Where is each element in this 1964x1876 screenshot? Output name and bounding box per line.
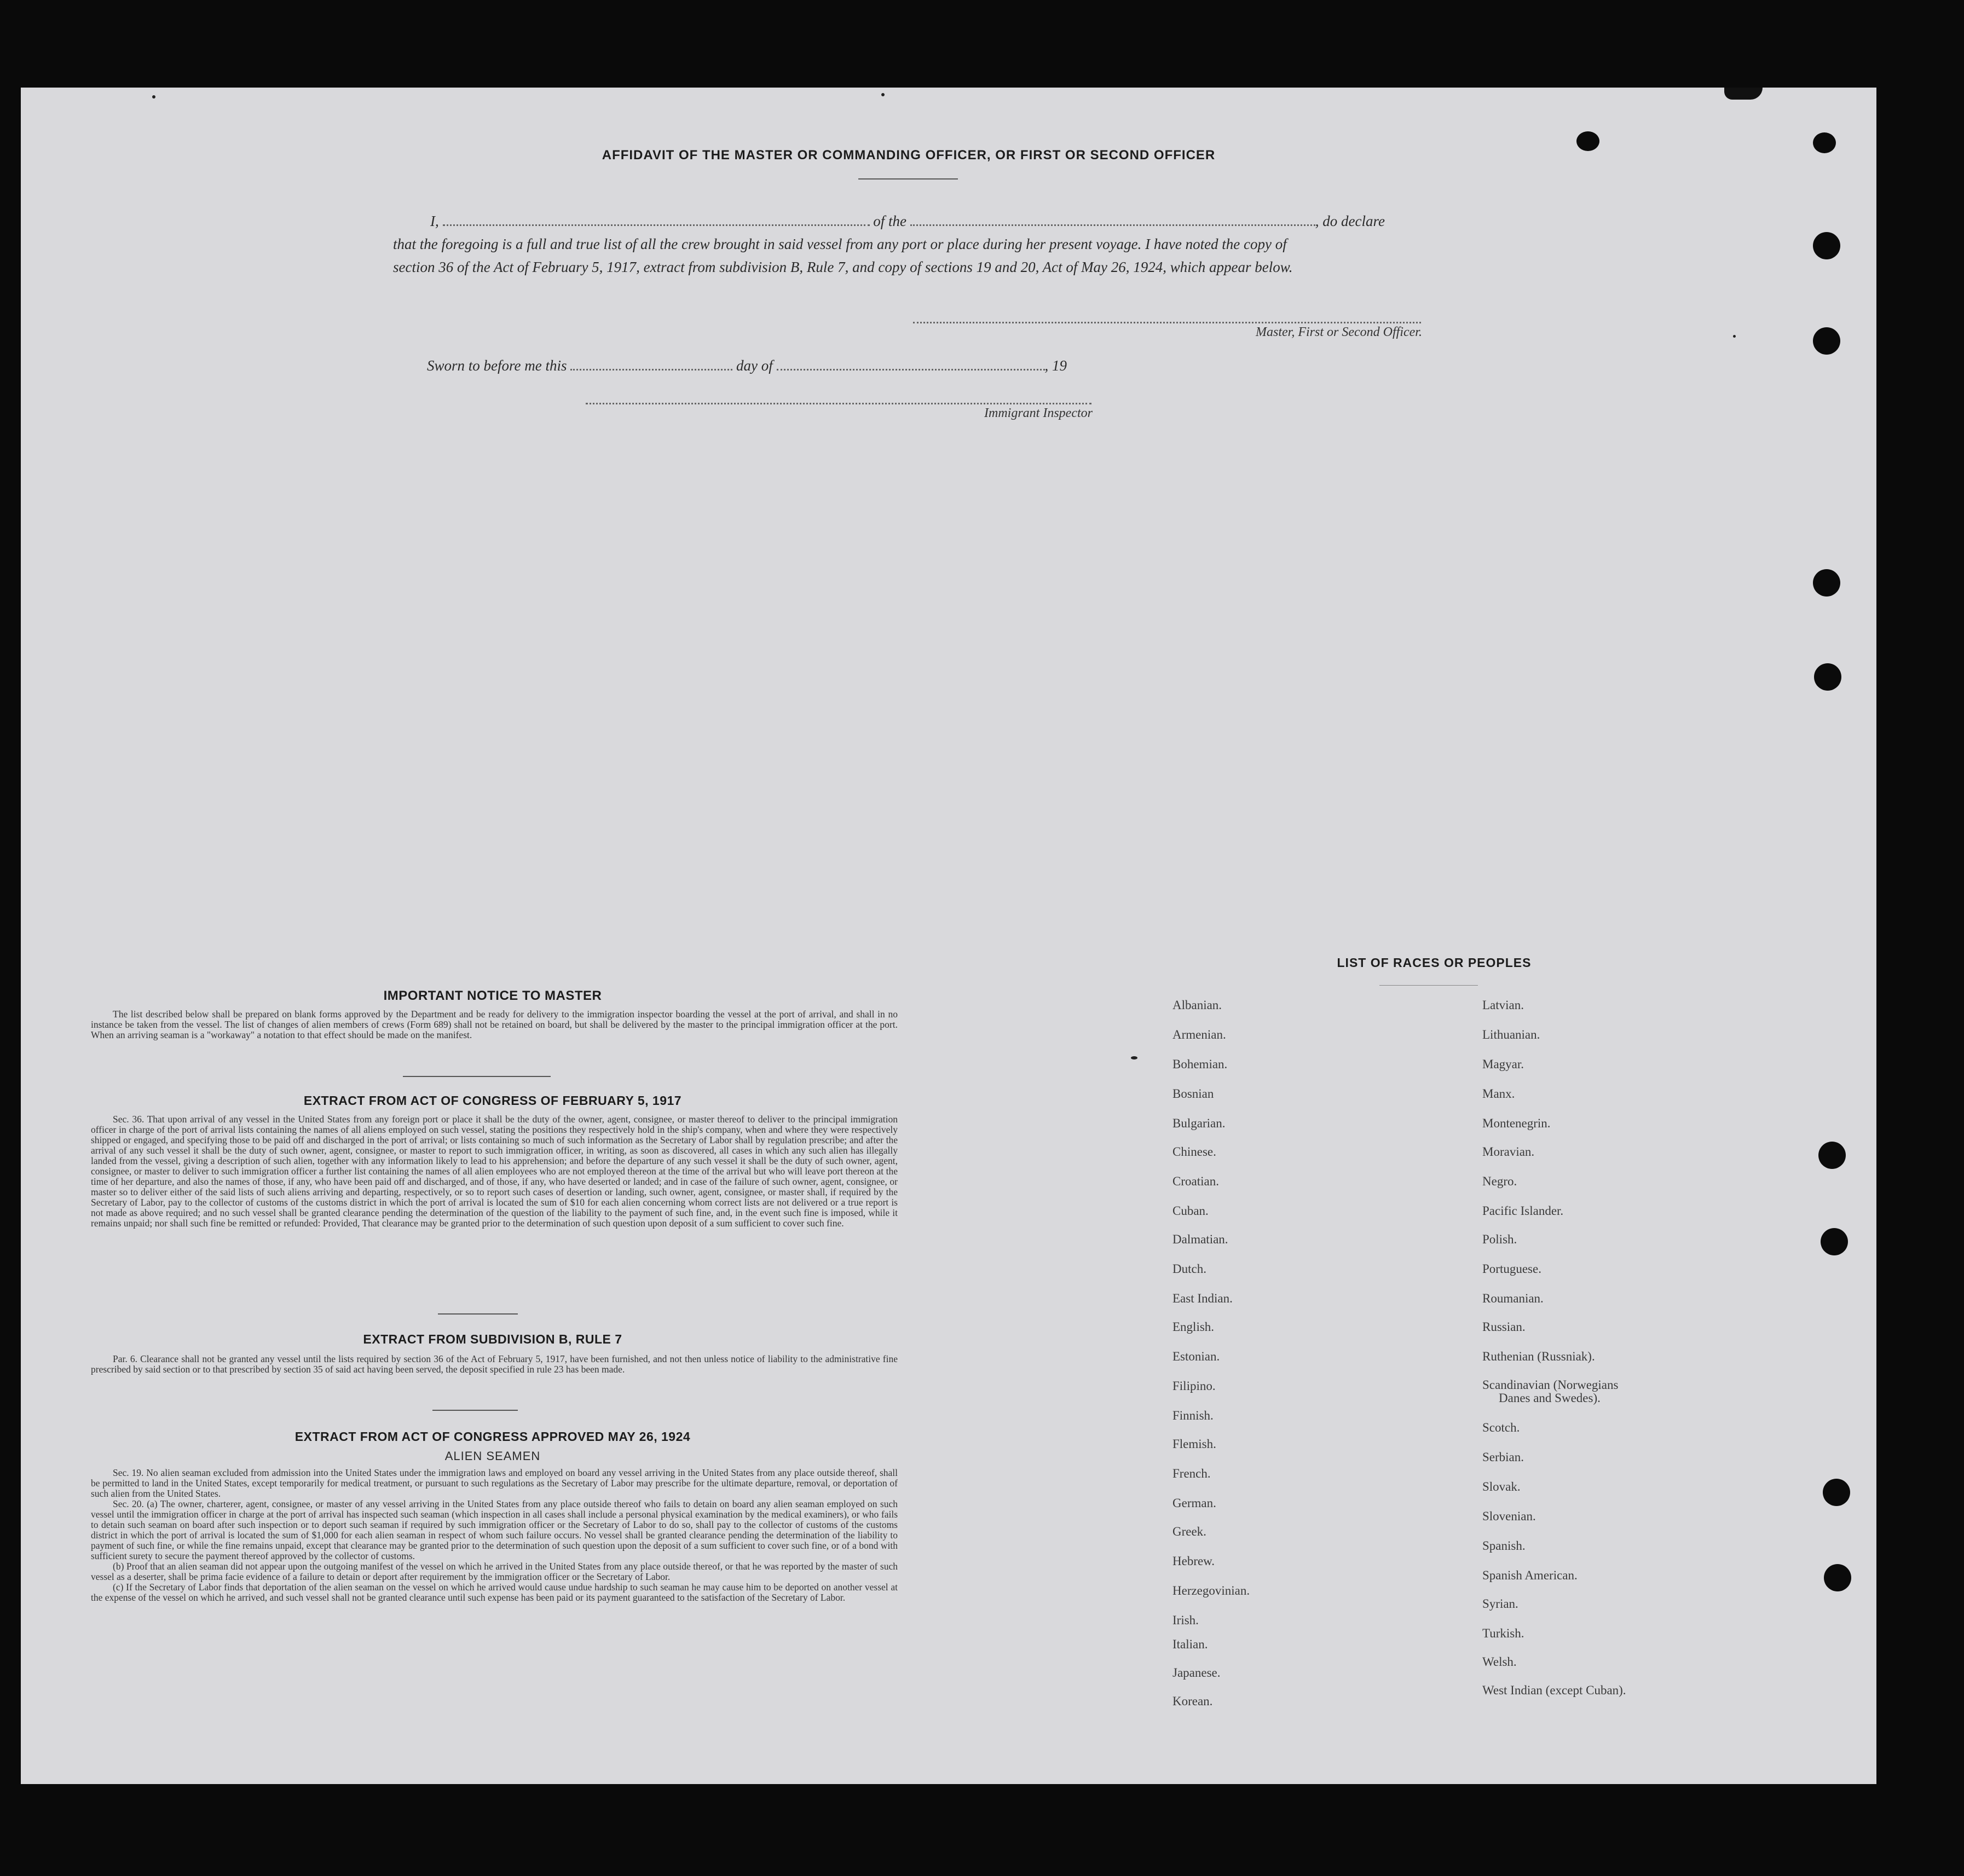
- sworn-line: [427, 352, 1117, 379]
- race-item: Bosnian: [1172, 1087, 1214, 1101]
- declaration-declare: , do declare: [1315, 213, 1385, 229]
- section-19-paragraph: Sec. 19. No alien seaman excluded from admission into the United States under the immigration laws and employed on board any vessel arriving in the United States from any place outside thereof, shall be permitted to land in the United States, except temporarily for medical treatment, or pursuant to such regulations as the Secretary of Labor may prescribe for the ultimate departure, removal, or deportation of such alien from the United States.: [91, 1467, 898, 1499]
- divider: [438, 1313, 518, 1315]
- punch-hole: [1824, 1564, 1851, 1591]
- race-item: Spanish American.: [1482, 1568, 1578, 1582]
- declaration-i: I,: [430, 213, 439, 229]
- punch-hole: [1814, 663, 1841, 691]
- punch-hole: [1823, 1479, 1850, 1506]
- race-item: Turkish.: [1482, 1626, 1524, 1640]
- race-item: German.: [1172, 1496, 1216, 1510]
- vessel-blank: [910, 212, 1315, 226]
- race-item: Russian.: [1482, 1320, 1526, 1334]
- inspector-caption: Immigrant Inspector: [984, 406, 1093, 420]
- race-item: Bulgarian.: [1172, 1116, 1226, 1130]
- race-item: East Indian.: [1172, 1292, 1233, 1305]
- extract-1924-title: EXTRACT FROM ACT OF CONGRESS APPROVED MAY 26, 1924: [294, 1429, 691, 1444]
- speck: [1733, 335, 1736, 338]
- speck: [152, 95, 155, 99]
- race-item: Ruthenian (Russniak).: [1482, 1350, 1595, 1363]
- sworn-year: , 19: [1044, 357, 1067, 374]
- race-item: Portuguese.: [1482, 1262, 1541, 1276]
- race-item: Bohemian.: [1172, 1057, 1228, 1071]
- divider: [432, 1410, 518, 1411]
- race-item: Korean.: [1172, 1694, 1213, 1708]
- race-item: Pacific Islander.: [1482, 1204, 1564, 1218]
- race-item: Flemish.: [1172, 1437, 1216, 1451]
- race-item: Dutch.: [1172, 1262, 1206, 1276]
- race-item: Japanese.: [1172, 1666, 1221, 1680]
- speck: [881, 93, 885, 96]
- extract-rule7-title: EXTRACT FROM SUBDIVISION B, RULE 7: [363, 1332, 622, 1346]
- divider: [403, 1076, 551, 1077]
- race-item: English.: [1172, 1320, 1215, 1334]
- sworn-day-blank: [570, 357, 732, 370]
- extract-1924-subtitle: ALIEN SEAMEN: [444, 1449, 541, 1463]
- race-item: Manx.: [1482, 1087, 1515, 1101]
- race-item: Scandinavian (Norwegians: [1482, 1378, 1619, 1392]
- race-item: Danes and Swedes).: [1499, 1391, 1601, 1405]
- race-item: Cuban.: [1172, 1204, 1209, 1218]
- section-36-paragraph: Sec. 36. That upon arrival of any vessel in the United States from any foreign port or place it shall be the duty of the owner, agent, consignee, or master thereof to deliver to the principal immigration officer in charge of the port of arrival lists containing the names of all aliens employed on such vessel, stating the positions they respectively hold in the ship's company, when and where they were respectively shipped or engaged, and specifying those to be paid off and discharged in the port of arrival; or lists containing so much of such information as the Secretary of Labor shall by regulation prescribe; and after the arrival of any such vessel it shall be the duty of such owner, agent, consignee, or master to report to such immigration officer, in writing, as soon as discovered, all cases in which any such alien has illegally landed from the vessel, giving a description of such alien, together with any information likely to lead to his apprehension; and before the departure of any such vessel it shall be the duty of such owner, agent, consignee, or master to deliver to such immigration officer a further list containing the names of all alien employees who are not employed thereon at the time of the arrival but who will leave port thereon at the time of her departure, and also the names of those, if any, who have been paid off and discharged, and of those, if any, who have deserted or landed; and in case of the failure of such owner, agent, consignee, or master so to deliver either of the said lists of such aliens arriving and departing, respectively, or so to report such cases of desertion or landing, such owner, agent, consignee, or master shall, if required by the Secretary of Labor, pay to the collector of customs of the customs district in which the port of arrival is located the sum of $10 for each alien concerning whom correct lists are not delivered or a true report is not made as above required; and no such vessel shall be granted clearance pending the determination of the question of the liability to the payment of such fine, and, in the event such fine is imposed, while it remains unpaid; nor shall such fine be remitted or refunded: Provided, That clearance may be granted prior to the determination of such question upon deposit of a sum sufficient to cover such fine.: [91, 1114, 898, 1229]
- race-item: Croatian.: [1172, 1174, 1219, 1188]
- notice-text: [91, 1009, 898, 1040]
- race-item: Slovak.: [1482, 1480, 1521, 1493]
- section-20c-paragraph: (c) If the Secretary of Labor finds that deportation of the alien seaman on the vessel on which he arrived would cause undue hardship to such seaman he may cause him to be deported on another vessel at the expense of the vessel on which he arrived, and such vessel shall not be granted clearance until such expense has been paid or its payment guaranteed to the satisfaction of the Secretary of Labor.: [91, 1582, 898, 1603]
- race-item: Roumanian.: [1482, 1292, 1544, 1305]
- race-item: Estonian.: [1172, 1350, 1220, 1363]
- notice-title: IMPORTANT NOTICE TO MASTER: [383, 988, 602, 1003]
- race-item: Albanian.: [1172, 998, 1222, 1012]
- name-blank: [443, 212, 870, 226]
- sworn-prefix: Sworn to before me this: [427, 357, 567, 374]
- declaration-line-2: that the foregoing is a full and true list of all the crew brought in said vessel from any port or place during her present voyage. I have noted the copy of: [393, 236, 1287, 252]
- race-item: Welsh.: [1482, 1655, 1517, 1669]
- races-title: LIST OF RACES OR PEOPLES: [1337, 956, 1532, 970]
- divider: [1379, 985, 1478, 986]
- race-item: Latvian.: [1482, 998, 1524, 1012]
- punch-hole: [1818, 1142, 1846, 1169]
- race-item: Serbian.: [1482, 1450, 1524, 1464]
- master-caption: Master, First or Second Officer.: [1256, 325, 1422, 339]
- sworn-day-of: day of: [736, 357, 773, 374]
- race-item: Polish.: [1482, 1232, 1517, 1246]
- section-20b-paragraph: (b) Proof that an alien seaman did not appear upon the outgoing manifest of the vessel on which he arrived in the United States from any place outside thereof, or that he was reported by the master of such vessel as a deserter, shall be prima facie evidence of a failure to detain or deport after requirement by the immigration officer or the Secretary of Labor.: [91, 1561, 898, 1582]
- race-item: Filipino.: [1172, 1379, 1216, 1393]
- extract-1924-text: [91, 1468, 898, 1603]
- rule7-paragraph: Par. 6. Clearance shall not be granted any vessel until the lists required by section 36 of the Act of February 5, 1917, have been furnished, and not then unless notice of liability to the administrative fine prescribed by said section or to that prescribed by section 35 of said act having been served, the deposit specified in rule 23 has been made.: [91, 1353, 898, 1375]
- declaration-line-3: section 36 of the Act of February 5, 1917, extract from subdivision B, Rule 7, and copy of sections 19 and 20, Act of May 26, 1924, which appear below.: [393, 259, 1293, 275]
- race-item: West Indian (except Cuban).: [1482, 1683, 1626, 1697]
- race-item: French.: [1172, 1467, 1211, 1480]
- race-item: Syrian.: [1482, 1597, 1518, 1611]
- extract-1917-title: EXTRACT FROM ACT OF CONGRESS OF FEBRUARY 5, 1917: [303, 1093, 682, 1108]
- race-item: Italian.: [1172, 1637, 1208, 1651]
- race-item: Scotch.: [1482, 1421, 1520, 1434]
- punch-hole: [1813, 569, 1840, 597]
- speck: [1131, 1056, 1137, 1059]
- race-item: Irish.: [1172, 1613, 1199, 1627]
- torn-corner: [1724, 88, 1763, 100]
- affidavit-title: AFFIDAVIT OF THE MASTER OR COMMANDING OFFICER, OR FIRST OR SECOND OFFICER: [602, 148, 1216, 163]
- race-item: Armenian.: [1172, 1028, 1226, 1041]
- divider: [858, 178, 958, 180]
- section-20a-paragraph: Sec. 20. (a) The owner, charterer, agent, consignee, or master of any vessel arriving in the United States from any place outside thereof who fails to detain on board any alien seaman employed on such vessel until the immigration officer in charge at the port of arrival has inspected such seaman (which inspection in all cases shall include a personal physical examination by the medical examiners), or who fails to detain such seaman on board after such inspection or to deport such seaman if required by such immigration officer or the Secretary of Labor to do so, shall pay to the collector of customs of the customs district in which the port of arrival is located the sum of $1,000 for each alien seaman in respect of whom such failure occurs. No vessel shall be granted clearance pending the determination of the liability to payment of such fine, or while the fine remains unpaid, except that clearance may be granted prior to the determination of such question upon the deposit of a sum sufficient to cover such fine, or of a bond with sufficient surety to secure the payment thereof approved by the collector of customs.: [91, 1498, 898, 1561]
- race-item: Greek.: [1172, 1525, 1206, 1538]
- race-item: Dalmatian.: [1172, 1232, 1228, 1246]
- race-item: Magyar.: [1482, 1057, 1524, 1071]
- race-item: Moravian.: [1482, 1145, 1535, 1159]
- race-item: Slovenian.: [1482, 1509, 1536, 1523]
- declaration-of-the: of the: [873, 213, 906, 229]
- race-item: Finnish.: [1172, 1409, 1214, 1422]
- sworn-month-blank: [777, 357, 1045, 370]
- punch-hole: [1821, 1228, 1848, 1255]
- race-item: Spanish.: [1482, 1539, 1526, 1553]
- declaration-line-1: [430, 208, 1421, 234]
- race-item: Herzegovinian.: [1172, 1584, 1250, 1597]
- race-item: Chinese.: [1172, 1145, 1216, 1159]
- race-item: Lithuanian.: [1482, 1028, 1540, 1041]
- notice-paragraph: The list described below shall be prepared on blank forms approved by the Department and be ready for delivery to the immigration inspector boarding the vessel at the port of arrival, and shall in no instance be taken from the vessel. The list of changes of alien members of crews (Form 689) shall not be retained on board, but shall be delivered by the master to the principal immigration officer at the port. When an arriving seaman is a "workaway" a notation to that effect should be made on the manifest.: [91, 1009, 898, 1040]
- race-item: Montenegrin.: [1482, 1116, 1551, 1130]
- race-item: Hebrew.: [1172, 1554, 1215, 1568]
- punch-hole: [1813, 327, 1840, 355]
- race-item: Negro.: [1482, 1174, 1517, 1188]
- extract-1917-text: [91, 1114, 898, 1229]
- extract-rule7-text: [91, 1354, 898, 1375]
- punch-hole: [1813, 232, 1840, 259]
- inspector-signature-line: [586, 391, 1091, 404]
- master-signature-line: [913, 310, 1421, 323]
